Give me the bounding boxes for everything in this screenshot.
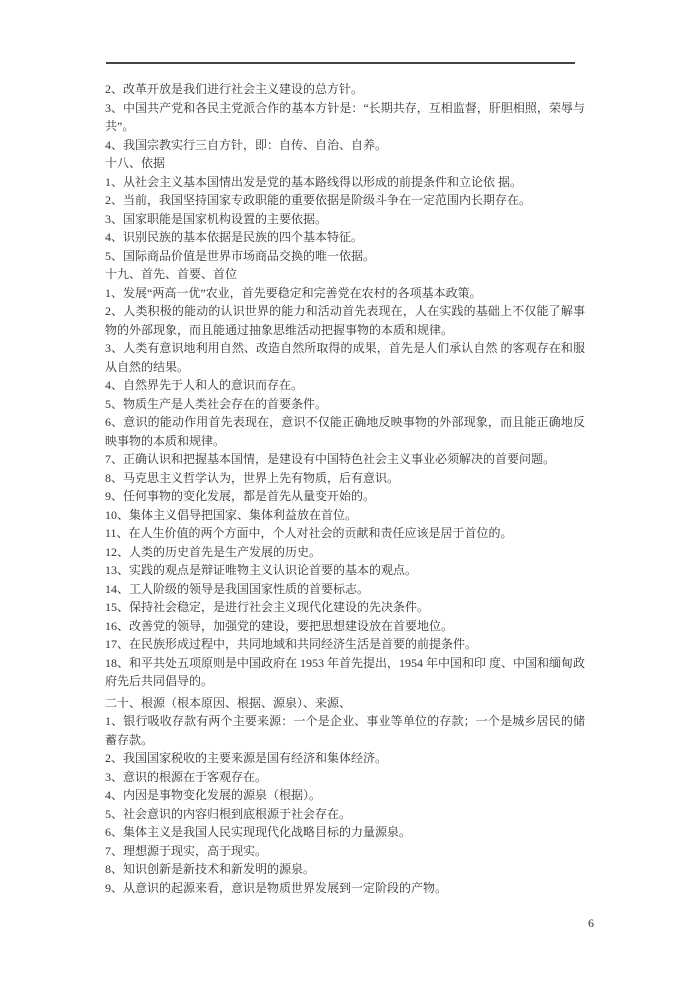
list-item: 7、理想源于现实，高于现实。: [105, 843, 268, 858]
list-item: 17、在民族形成过程中，共同地域和共同经济生活是首要的前提条件。: [105, 637, 478, 651]
list-item: 5、社会意识的内容归根到底根源于社会存在。: [105, 806, 352, 821]
list-item: 3、人类有意识地利用自然、改造自然所取得的成果，首先是人们承认自然 的客观存在和服从自然的结果。: [105, 341, 585, 374]
list-item: 2、我国国家税收的主要来源是国有经济和集体经济。: [105, 751, 388, 765]
list-item: 1、银行吸收存款有两个主要来源：一个是企业、事业等单位的存款；一个是城乡居民的储蓄存款。: [105, 714, 585, 747]
list-item: 14、工人阶级的领导是我国国家性质的首要标志。: [105, 581, 370, 596]
list-item: 9、任何事物的变化发展，都是首先从量变开始的。: [105, 489, 376, 503]
list-item: 8、知识创新是新技术和新发明的源泉。: [105, 862, 316, 876]
list-item: 2、人类积极的能动的认识世界的能力和活动首先表现在，人在实践的基础上不仅能了解事物的外部现象，而且能通过抽象思维活动把握事物的本质和规律。: [105, 304, 585, 337]
list-item: 1、从社会主义基本国情出发是党的基本路线得以形成的前提条件和立论依 据。: [105, 174, 523, 189]
list-item: 2、改革开放是我们进行社会主义建设的总方针。: [105, 82, 364, 96]
list-item: 8、马克思主义哲学认为，世界上先有物质，后有意识。: [105, 470, 400, 485]
list-item: 9、从意识的起源来看，意识是物质世界发展到一定阶段的产物。: [105, 880, 448, 895]
list-item: 6、集体主义是我国人民实现现代化战略目标的力量源泉。: [105, 825, 412, 839]
list-item: 4、内因是事物变化发展的源泉（根据）。: [105, 788, 322, 802]
list-item: 4、识别民族的基本依据是民族的四个基本特征。: [105, 230, 364, 244]
list-item: 11、在人生价值的两个方面中，个人对社会的贡献和责任应该是居于首位的。: [105, 526, 513, 540]
list-item: 10、集体主义倡导把国家、集体利益放在首位。: [105, 507, 358, 522]
page-number: 6: [588, 916, 594, 930]
list-item: 18、和平共处五项原则是中国政府在 1953 年首先提出，1954 年中国和印 度、中国和缅甸政府先后共同倡导的。: [105, 655, 586, 688]
list-item: 3、中国共产党和各民主党派合作的基本方针是：“长期共存，互相监督，肝胆相照，荣辱与共”。: [105, 100, 585, 133]
list-item: 13、实践的观点是辩证唯物主义认识论首要的基本的观点。: [105, 563, 418, 577]
section-heading: 十九、首先、首要、首位: [105, 267, 238, 281]
list-item: 4、自然界先于人和人的意识而存在。: [105, 378, 304, 392]
list-item: 3、国家职能是国家机构设置的主要依据。: [105, 211, 328, 226]
list-item: 7、正确认识和把握基本国情，是建设有中国特色社会主义事业必须解决的首要问题。: [105, 452, 556, 466]
document-body: [105, 80, 585, 897]
section-heading: 十八、依据: [105, 156, 166, 170]
list-item: 5、物质生产是人类社会存在的首要条件。: [105, 396, 328, 411]
list-item: 1、发展“两高一优”农业，首先要稳定和完善党在农村的各项基本政策。: [105, 285, 482, 300]
list-item: 15、保持社会稳定，是进行社会主义现代化建设的先决条件。: [105, 600, 430, 614]
list-item: 4、我国宗教实行三自方针，即：自传、自治、自养。: [105, 137, 388, 152]
list-item: 16、改善党的领导，加强党的建设，要把思想建设放在首要地位。: [105, 618, 454, 633]
header-rule: [106, 62, 575, 64]
list-item: 6、意识的能动作用首先表现在，意识不仅能正确地反映事物的外部现象，而且能正确地反映事物的本质和规律。: [105, 415, 585, 448]
section-heading: 二十、根源（根本原因、根据、源泉）、来源、: [105, 695, 352, 710]
list-item: 2、当前，我国坚持国家专政职能的重要依据是阶级斗争在一定范围内长期存在。: [105, 193, 532, 207]
list-item: 12、人类的历史首先是生产发展的历史。: [105, 544, 322, 559]
list-item: 5、国际商品价值是世界市场商品交换的唯一依据。: [105, 248, 376, 263]
list-item: 3、意识的根源在于客观存在。: [105, 769, 268, 784]
